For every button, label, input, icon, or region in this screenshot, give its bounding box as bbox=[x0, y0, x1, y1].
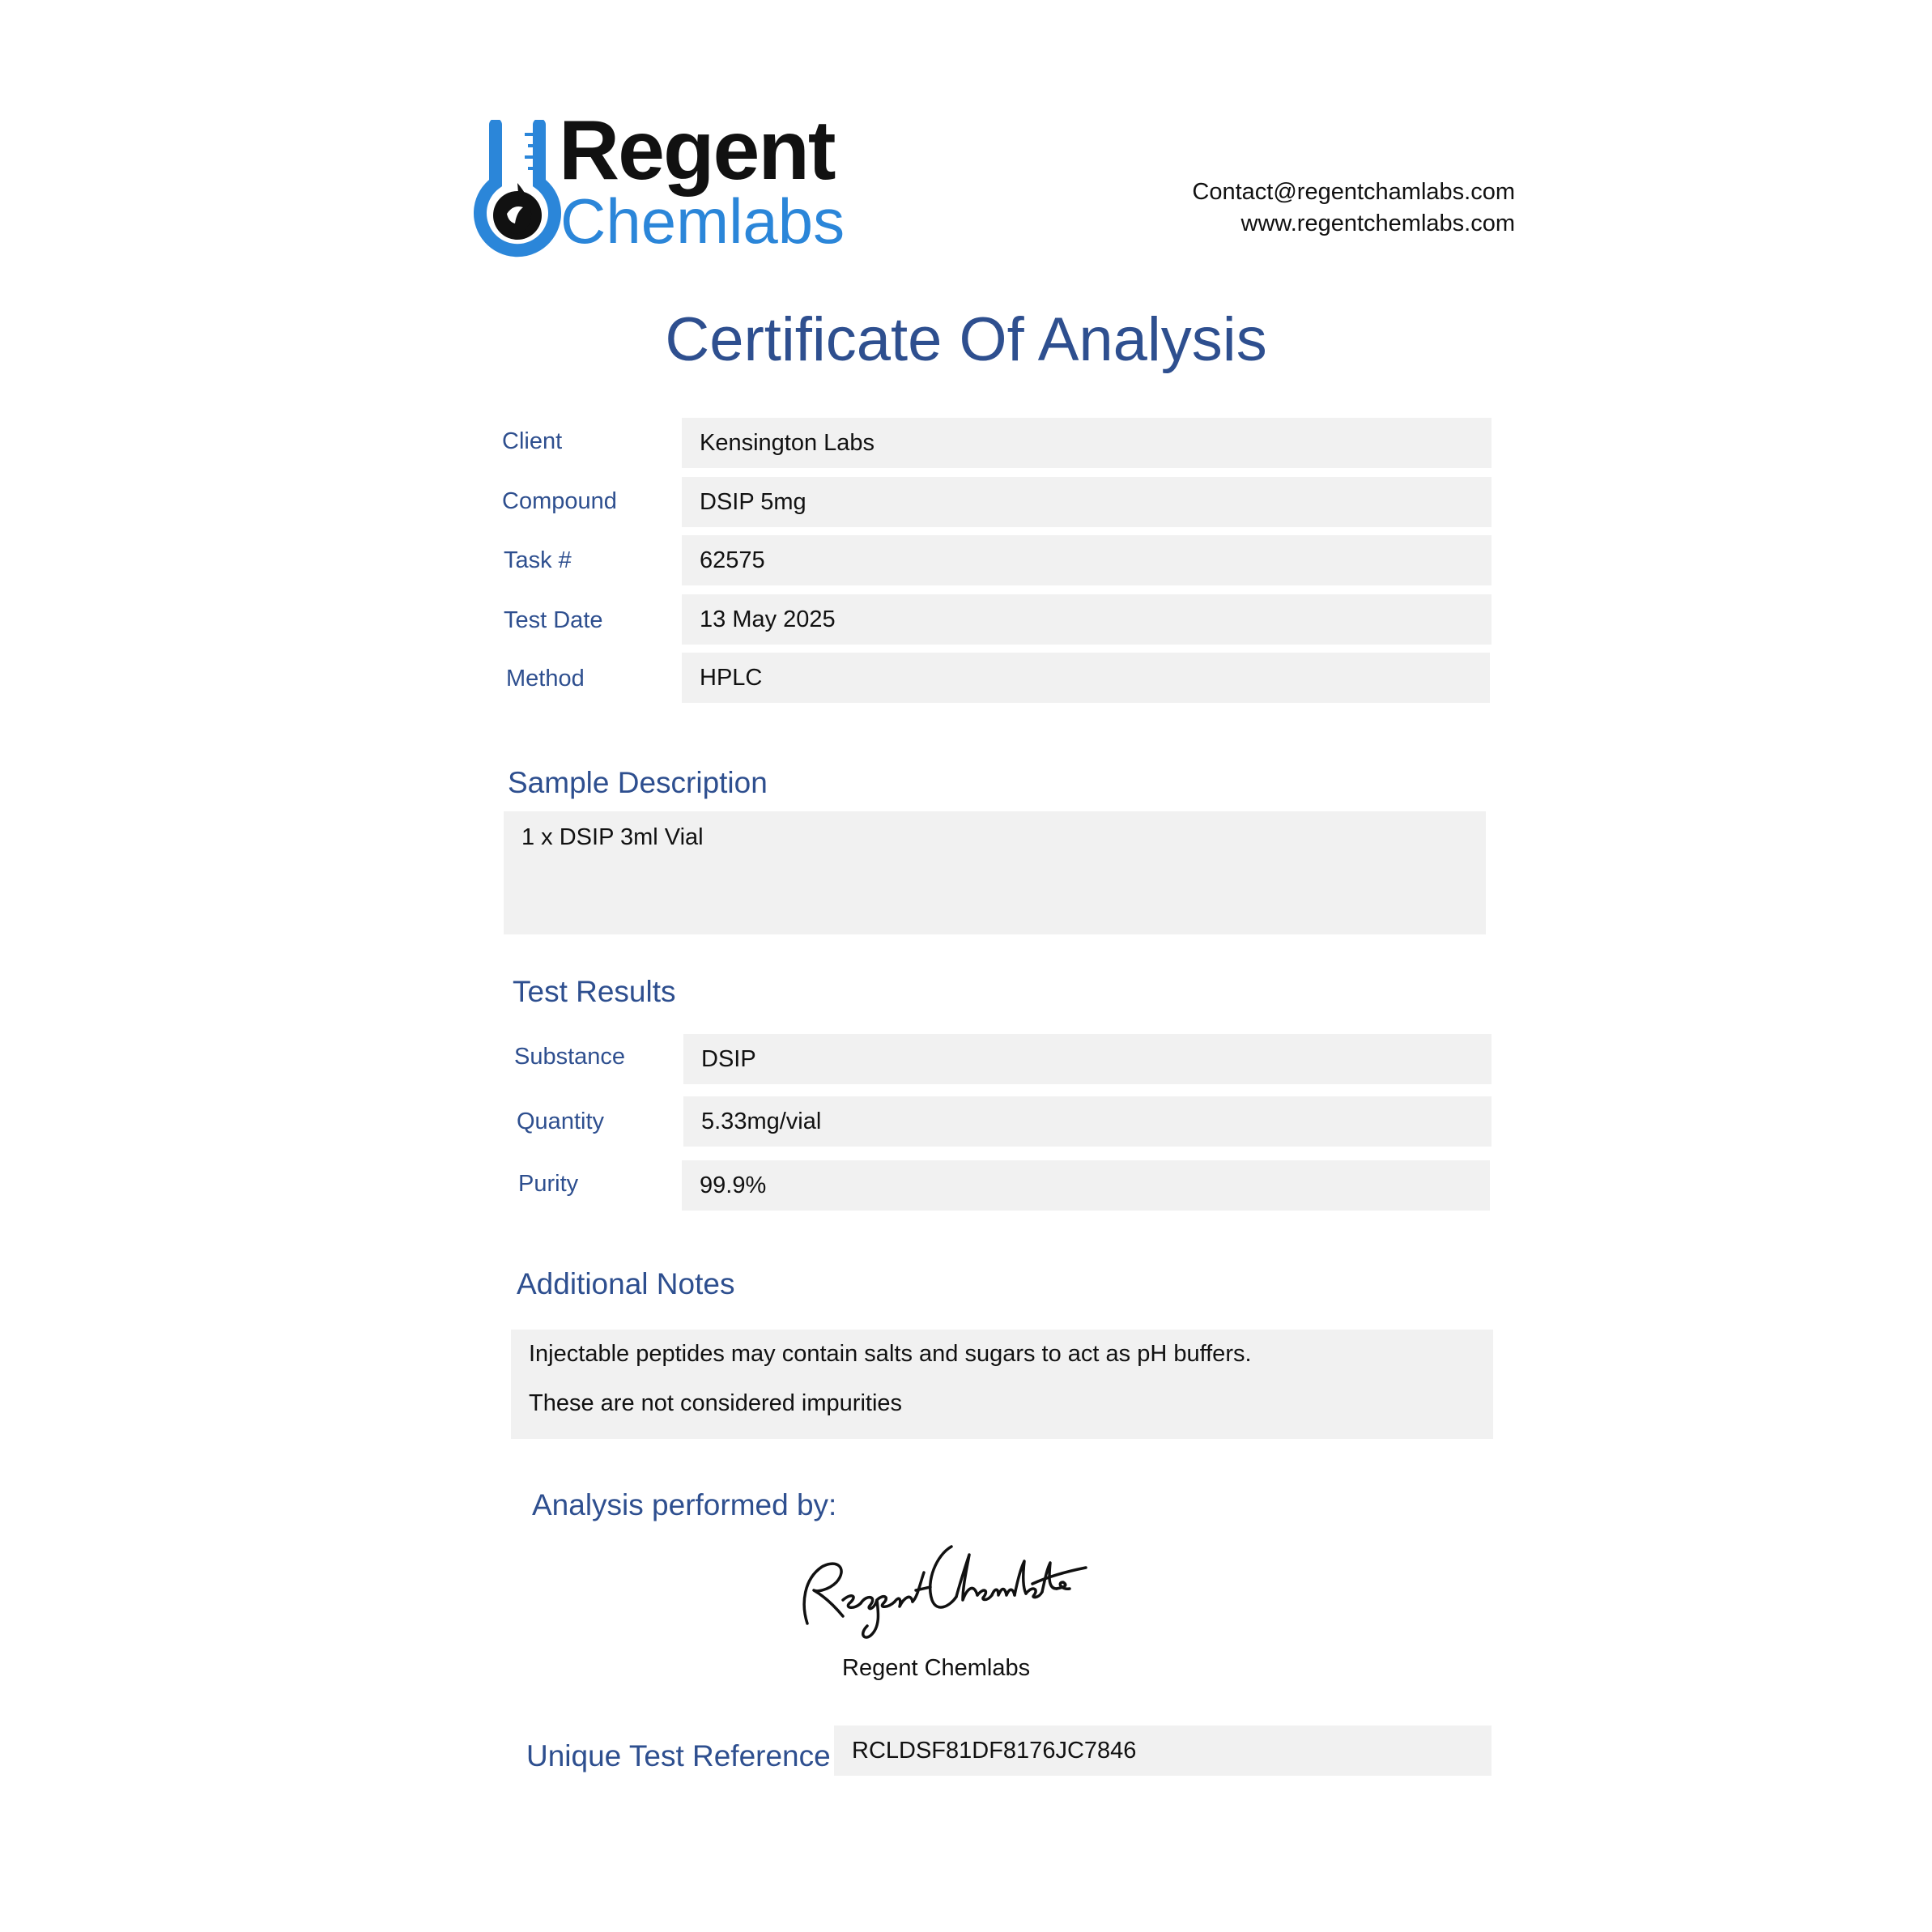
client-label: Client bbox=[502, 428, 563, 454]
note-line-2: These are not considered impurities bbox=[529, 1390, 903, 1416]
reference-label: Unique Test Reference bbox=[526, 1739, 831, 1772]
contact-website[interactable]: www.regentchemlabs.com bbox=[1240, 211, 1515, 236]
compound-label: Compound bbox=[502, 488, 617, 514]
sample-description-box bbox=[504, 811, 1486, 934]
contact-email[interactable]: Contact@regentchamlabs.com bbox=[1192, 179, 1515, 205]
substance-value: DSIP bbox=[683, 1034, 1492, 1084]
additional-notes-box bbox=[511, 1330, 1493, 1439]
task-number-label: Task # bbox=[504, 547, 572, 573]
client-value: Kensington Labs bbox=[682, 418, 1492, 468]
note-line-1: Injectable peptides may contain salts and sugars to act as pH buffers. bbox=[529, 1341, 1252, 1367]
task-number-value: 62575 bbox=[682, 535, 1492, 585]
signer-name: Regent Chemlabs bbox=[842, 1655, 1031, 1681]
company-logo bbox=[471, 104, 892, 259]
method-label: Method bbox=[506, 666, 585, 692]
sample-description-heading: Sample Description bbox=[508, 766, 768, 799]
reference-value: RCLDSF81DF8176JC7846 bbox=[834, 1726, 1492, 1776]
analysis-heading: Analysis performed by: bbox=[532, 1488, 837, 1521]
test-results-heading: Test Results bbox=[513, 975, 676, 1008]
substance-label: Substance bbox=[514, 1044, 626, 1070]
purity-value: 99.9% bbox=[682, 1160, 1490, 1211]
quantity-value: 5.33mg/vial bbox=[683, 1096, 1492, 1147]
flask-logo-icon bbox=[471, 120, 568, 257]
contact-block bbox=[1192, 177, 1515, 240]
quantity-label: Quantity bbox=[517, 1109, 604, 1134]
document-title: Certificate Of Analysis bbox=[665, 305, 1267, 374]
test-date-label: Test Date bbox=[504, 607, 603, 633]
compound-value: DSIP 5mg bbox=[682, 477, 1492, 527]
purity-label: Purity bbox=[518, 1171, 579, 1197]
method-value: HPLC bbox=[682, 653, 1490, 703]
test-date-value: 13 May 2025 bbox=[682, 594, 1492, 645]
sample-description-text: 1 x DSIP 3ml Vial bbox=[521, 824, 704, 850]
logo-wordmark-line1: Regent bbox=[559, 104, 835, 198]
handwritten-signature bbox=[789, 1522, 1089, 1644]
logo-wordmark-line2: Chemlabs bbox=[560, 185, 845, 257]
additional-notes-heading: Additional Notes bbox=[517, 1267, 735, 1300]
